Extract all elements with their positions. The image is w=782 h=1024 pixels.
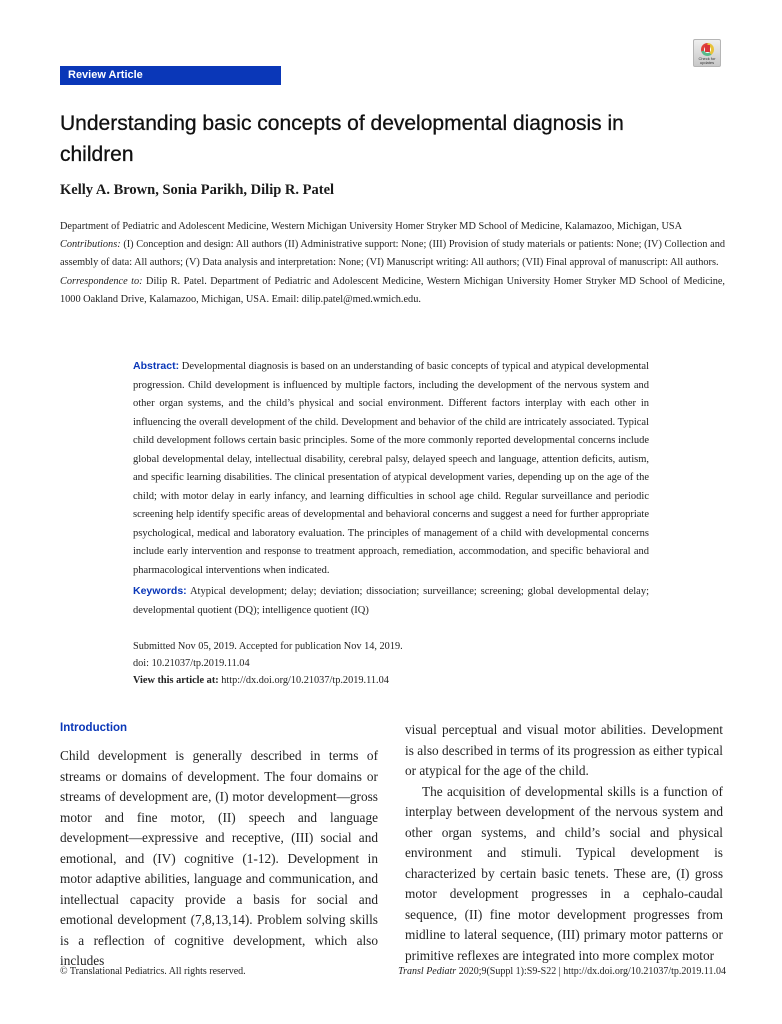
bookmark-icon xyxy=(705,45,710,52)
check-for-updates-badge[interactable] xyxy=(693,39,721,67)
contributions-text: (I) Conception and design: All authors (II) Administrative support: None; (III) Provision of study materials or patients: None; (IV) Collection and assembly of data: All authors; (V) Data analysis and interpretation: None; (VI) Manuscript writing: All authors; (VII) Final approval of manuscript: All authors. xyxy=(60,239,725,269)
article-title: Understanding basic concepts of developmental diagnosis in children xyxy=(60,112,624,166)
correspondence-text: Dilip R. Patel. Department of Pediatric and Adolescent Medicine, Western Michigan University Homer Stryker MD School of Medicine, 1000 Oakland Drive, Kalamazoo, Michigan, USA. Email: dilip.patel@med.wmich.edu. xyxy=(60,275,725,305)
keywords-text: Atypical development; delay; deviation; dissociation; surveillance; screening; global developmental delay; developmental quotient (DQ); intelligence quotient (IQ) xyxy=(133,586,649,616)
keywords xyxy=(133,582,649,620)
correspondence xyxy=(60,273,725,309)
body-column-left xyxy=(60,746,378,972)
doi[interactable]: doi: 10.21037/tp.2019.11.04 xyxy=(133,658,250,669)
introduction-heading: Introduction xyxy=(60,722,128,734)
correspondence-label: Correspondence to: xyxy=(60,275,143,287)
abstract-section xyxy=(133,357,649,620)
body-paragraph: visual perceptual and visual motor abilities. Development is also described in terms of its progression as either typical or atypical for the age of the child. xyxy=(405,722,723,778)
article-type-label: Review Article xyxy=(68,69,143,81)
abstract xyxy=(133,357,649,580)
citation-text: 2020;9(Suppl 1):S9-S22 | http://dx.doi.org/10.21037/tp.2019.11.04 xyxy=(456,966,726,977)
abstract-text: Developmental diagnosis is based on an understanding of basic concepts of typical and atypical developmental progression. Child development is influenced by multiple factors, including the development of the nervous system and other organ systems, and the child’s physical and social environment. Different factors interplay with each other in influencing the overall development of the child. Development and behavior of the child are intricately associated. Typical child development follows certain basic principles. Some of the more commonly reported developmental concerns include global developmental delay, intellectual disability, cerebral palsy, delayed speech and language, attention deficits, autism, and specific learning disabilities. The clinical presentation of atypical development varies, depending up on the age of the child; with motor delay in early infancy, and learning difficulties in school age child. Regular surveillance and periodic screening help identify specific areas of developmental and behavioral concerns and suggest a need for further appropriate psychological, medical and laboratory evaluation. The principles of management of a child with developmental concerns include early intervention and response to treatment approach, remediation, accommodation, and specific behavioral and pharmacological interventions when indicated. xyxy=(133,361,649,576)
view-article-label: View this article at: xyxy=(133,675,219,686)
footer-citation xyxy=(398,966,726,977)
affiliation: Department of Pediatric and Adolescent Medicine, Western Michigan University Homer Stryker MD School of Medicine, Kalamazoo, Michigan, USA xyxy=(60,221,683,232)
abstract-label: Abstract: xyxy=(133,360,180,372)
author-list: Kelly A. Brown, Sonia Parikh, Dilip R. Patel xyxy=(60,182,335,198)
contributions-label: Contributions: xyxy=(60,239,121,251)
submission-dates: Submitted Nov 05, 2019. Accepted for publication Nov 14, 2019. xyxy=(133,641,403,652)
body-column-right xyxy=(405,720,723,966)
contributions xyxy=(60,236,725,272)
view-article-link[interactable] xyxy=(133,672,403,689)
body-paragraph: Child development is generally described in terms of streams or domains of development. The four domains or streams of development are, (I) motor development—gross motor and fine motor, (II) speech and language development—expressive and receptive, (III) social and emotional, and (IV) cognitive (1-12). Development in motor adaptive abilities, language and communication, and intellectual capacity provide a basis for social and emotional development (7,8,13,14). Problem solving skills is a reflection of cognitive development, which also includes xyxy=(60,748,378,968)
keywords-label: Keywords: xyxy=(133,585,187,597)
publication-info xyxy=(133,638,403,689)
article-metadata xyxy=(60,218,725,309)
view-article-url[interactable]: http://dx.doi.org/10.21037/tp.2019.11.04 xyxy=(218,675,389,686)
journal-abbreviation: Transl Pediatr xyxy=(398,966,457,977)
footer-copyright: © Translational Pediatrics. All rights reserved. xyxy=(60,966,246,977)
body-paragraph: The acquisition of developmental skills is a function of interplay between development of the nervous system and other organ systems, and child’s social and physical environment and stimuli. Typical development is characterized by certain basic tenets. These are, (I) gross motor development progresses in a cephalo-caudal sequence, (II) fine motor development progresses from midline to lateral sequence, (III) primary motor patterns or primitive reflexes are integrated into more complex motor xyxy=(405,783,723,963)
article-type-banner xyxy=(60,66,281,85)
check-updates-label: Check for updates xyxy=(698,56,716,65)
